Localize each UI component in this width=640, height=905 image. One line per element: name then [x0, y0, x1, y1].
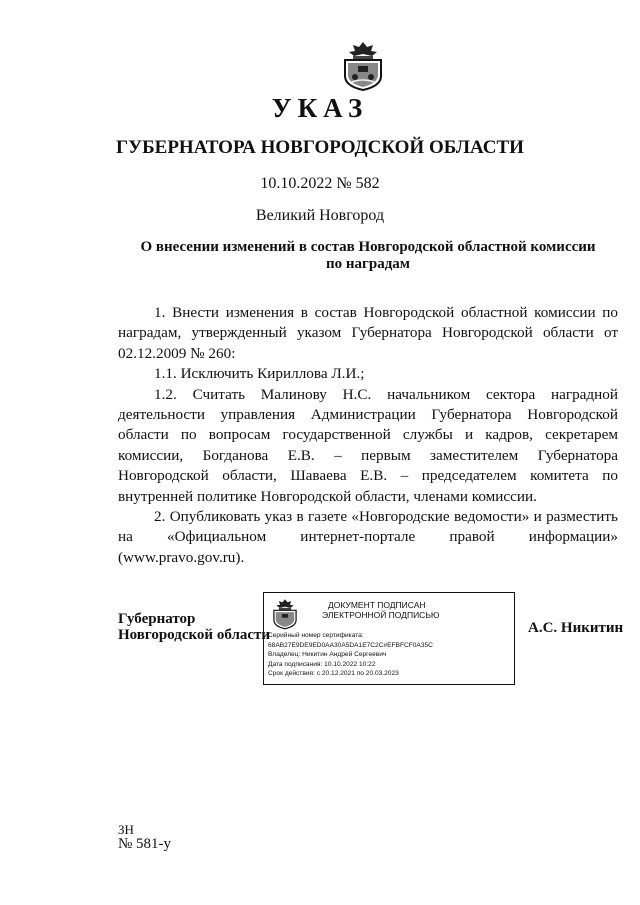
electronic-signature-stamp — [263, 592, 515, 685]
stamp-owner: Владелец: Никитин Андрей Сергеевич — [268, 651, 387, 659]
footer-initials: ЗН — [118, 822, 134, 837]
coat-of-arms-icon — [270, 598, 300, 630]
body-paragraph: 2. Опубликовать указ в газете «Новгородские ведомости» и разместить на «Официальном интернет-портале правой информации» (www.pravo.gov.ru). — [118, 508, 618, 566]
document-footer — [118, 822, 171, 852]
date-number: 10.10.2022 № 582 — [260, 175, 380, 192]
coat-of-arms-icon — [340, 40, 386, 92]
body-paragraph: 1. Внести изменения в состав Новгородской областной комиссии по наградам, утвержденный указом Губернатора Новгородской области от 02.12.2009 № 260: — [118, 304, 618, 362]
stamp-header-line-2: ЭЛЕКТРОННОЙ ПОДПИСЬЮ — [322, 610, 440, 620]
city: Великий Новгород — [255, 207, 385, 224]
stamp-cert-label: Серийный номер сертификата: — [268, 632, 364, 639]
stamp-header-line-1: ДОКУМЕНТ ПОДПИСАН — [328, 600, 426, 610]
signatory-position-line-1: Губернатор — [118, 611, 196, 627]
stamp-details — [268, 631, 512, 679]
signatory-position — [118, 611, 270, 643]
stamp-validity: Срок действия: с 20.12.2021 по 20.03.2023 — [268, 670, 399, 678]
document-body — [118, 303, 618, 568]
heading-line-2: по наградам — [326, 256, 410, 272]
footer-number: № 581-у — [118, 836, 172, 852]
stamp-cert-number: 68AB27E9DE9ED0AA30A5DA1E7C2C#EFBFCF0A35C — [268, 641, 433, 649]
document-title: УКАЗ — [271, 93, 369, 123]
body-paragraph: 1.1. Исключить Кириллова Л.И.; — [154, 365, 365, 383]
body-paragraph: 1.2. Считать Малинову Н.С. начальником сектора наградной деятельности управления Администрации Губернатора Новгородской области по вопросам государственной службы и кадров, секретарем комиссии, Богданова Е.В. – первым заместителем Губернатора Новгородской области, Шаваева Е.В. – председателем комитета по внутренней политике Новгородской области, членами комиссии. — [118, 385, 618, 505]
stamp-header — [314, 600, 514, 620]
signatory-position-line-2: Новгородской области — [118, 627, 271, 643]
document-subtitle: ГУБЕРНАТОРА НОВГОРОДСКОЙ ОБЛАСТИ — [116, 137, 524, 158]
stamp-signed-date: Дата подписания: 10.10.2022 10:22 — [268, 660, 376, 668]
signatory-name: А.С. Никитин — [528, 620, 624, 636]
document-heading — [118, 239, 618, 273]
heading-line-1: О внесении изменений в состав Новгородской областной комиссии — [140, 239, 596, 255]
